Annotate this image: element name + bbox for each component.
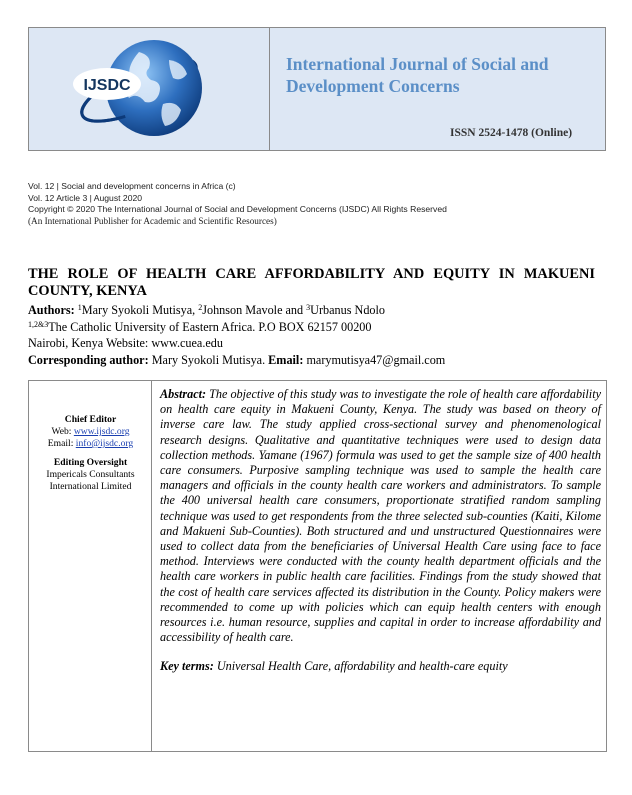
editorial-sidebar bbox=[29, 381, 152, 751]
author1-sup: 1 bbox=[77, 303, 82, 312]
org-line-1: Impericals Consultants bbox=[46, 469, 135, 480]
org-line-2: International Limited bbox=[49, 481, 132, 492]
journal-title: International Journal of Social and Development Concerns bbox=[286, 54, 549, 96]
keyterms-label: Key terms: bbox=[160, 659, 214, 674]
author3-name: Urbanus Ndolo bbox=[310, 303, 385, 317]
abstract-text: The objective of this study was to investigate the role of health care affordability on health care equity in Makueni County, Kenya. The study was based on theory of inverse care law. The study applied cross-sectional survey and phenomenological research designs. Qualitative and quantitative techniques were used to design data collection methods. Yamane (1967) formula was used to get the sample size of 400 health care consumers. Purposive sampling technique was used to sample the health care managers and officials in the county health care workers and administrators. To sample the 400 universal health care consumers, proportionate stratified random sampling technique was used to get respondents from the three selected sub-counties (Kaiti, Kilome and Makueni Sub-Counties). Both structured and und unstructured Questionnaires were used to collect data from the beneficiaries of Universal Health Care using face to face method. Interviews were conducted with the county health department officials and the health care workers in public health care facilities. Findings from the study showed that the cost of health care services affected its distribution in the County. Policy makers were recommended to come up with policies which can equip health centers with enough resources i.e. human resource, supplies and capital in order to increase affordability and accessibility of health care. bbox=[160, 387, 601, 645]
email-link[interactable]: info@ijsdc.org bbox=[75, 438, 134, 449]
issn-label: ISSN 2524-1478 (Online) bbox=[450, 127, 573, 139]
authors-block bbox=[28, 302, 608, 368]
journal-header bbox=[28, 27, 606, 151]
authors-label: Authors: bbox=[28, 303, 75, 317]
abstract-paragraph bbox=[160, 387, 601, 645]
corresponding-name: Mary Syokoli Mutisya. bbox=[148, 352, 269, 367]
web-label: Web: bbox=[51, 426, 74, 437]
location-line: Nairobi, Kenya Website: www.cuea.edu bbox=[28, 336, 223, 350]
email-label: Email: bbox=[268, 352, 304, 367]
editorial-info bbox=[29, 414, 152, 493]
email-line bbox=[29, 438, 152, 450]
affiliation-line bbox=[28, 319, 608, 336]
author1-name: Mary Syokoli Mutisya, bbox=[81, 303, 199, 317]
abstract-cell bbox=[160, 387, 601, 675]
meta-volume-line: Vol. 12 | Social and development concerns in Africa (c) bbox=[28, 181, 236, 191]
keyterms-paragraph bbox=[160, 659, 601, 674]
web-link[interactable]: www.ijsdc.org bbox=[73, 426, 130, 437]
logo-cell bbox=[29, 28, 270, 150]
corresponding-label: Corresponding author: bbox=[28, 352, 149, 367]
abstract-table bbox=[28, 380, 607, 752]
journal-logo-icon bbox=[59, 30, 239, 148]
corresponding-line bbox=[28, 352, 608, 369]
affiliation-sup: 1,2&3 bbox=[28, 319, 49, 329]
author3-sup: 3 bbox=[306, 303, 311, 312]
author2-name: Johnson Mavole and bbox=[202, 303, 307, 317]
publication-meta bbox=[28, 181, 447, 227]
affiliation-text: The Catholic University of Eastern Africa. P.O BOX 62157 00200 bbox=[48, 319, 372, 334]
sidebar-email-label: Email: bbox=[47, 438, 76, 449]
meta-copyright-line: Copyright © 2020 The International Journal of Social and Development Concerns (IJSDC) All Rights Reserved bbox=[28, 204, 447, 214]
abstract-label: Abstract: bbox=[160, 387, 207, 401]
authors-line bbox=[28, 302, 608, 319]
corresponding-email: marymutisya47@gmail.com bbox=[303, 352, 446, 367]
chief-editor-heading: Chief Editor bbox=[64, 414, 117, 425]
keyterms-text: Universal Health Care, affordability and health-care equity bbox=[213, 659, 508, 674]
paper-title: THE ROLE OF HEALTH CARE AFFORDABILITY AND EQUITY IN MAKUENI COUNTY, KENYA bbox=[28, 266, 595, 299]
meta-publisher-line: (An International Publisher for Academic and Scientific Resources) bbox=[28, 215, 277, 226]
meta-article-line: Vol. 12 Article 3 | August 2020 bbox=[28, 192, 143, 203]
author2-sup: 2 bbox=[198, 303, 203, 312]
web-line bbox=[29, 426, 152, 438]
logo-text: IJSDC bbox=[83, 77, 131, 94]
editing-oversight-heading: Editing Oversight bbox=[53, 457, 128, 468]
